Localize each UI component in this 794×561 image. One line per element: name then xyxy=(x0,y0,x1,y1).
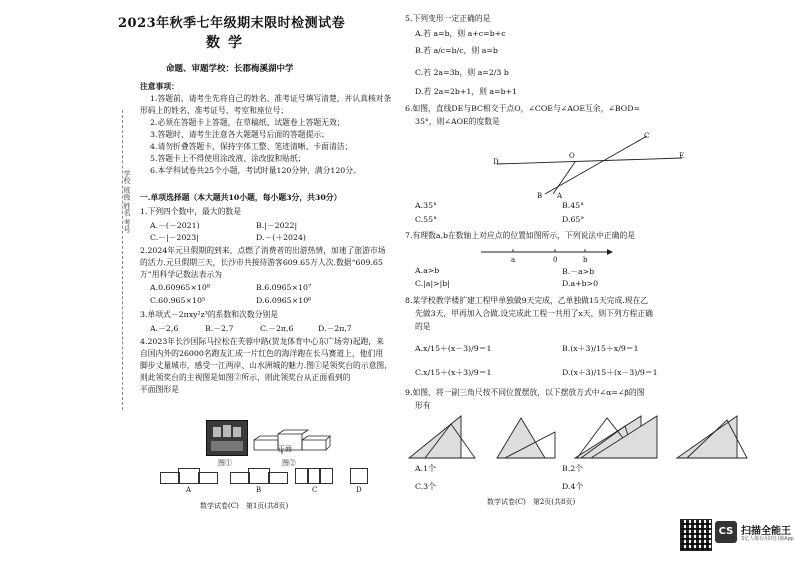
q4-option-b: B xyxy=(256,486,262,494)
proposer-line: 命题、审题学校：长郡梅溪湖中学 xyxy=(166,64,294,74)
camscanner-logo-icon: CS xyxy=(715,521,737,543)
label-B: B xyxy=(537,192,543,200)
question-4-line: 4.2023年长沙国际马拉松在芙蓉中路(贺龙体育中心东广场旁)起跑，来 xyxy=(140,337,384,346)
note-line: 形码上的姓名、准考证号、考室和座位号； xyxy=(140,106,289,115)
q5-option-a: A.若 a=b，则 a+c=b+c xyxy=(415,29,506,38)
q4-option-a: A xyxy=(186,486,192,494)
exam-title: 2023年秋季七年级期末限时检测试卷 xyxy=(118,16,346,31)
label-O: O xyxy=(569,152,575,160)
question-8-line: 先做3天，甲再加入合做.设完成此工程一共用了x天，则下列方程正确 xyxy=(415,309,653,318)
q3-option-b: B.－2,7 xyxy=(205,324,234,333)
question-3: 3.单项式－2πxy²z³的系数和次数分别是 xyxy=(140,310,279,319)
q3-option-c: C.－2π,6 xyxy=(260,324,294,333)
q5-option-b: B.若 a/c=b/c，则 a=b xyxy=(415,46,498,55)
q9-option-b: B.2个 xyxy=(562,464,583,473)
question-6-line: 35°，则∠AOE的度数是 xyxy=(415,117,500,126)
axis-a: a xyxy=(511,256,516,264)
q5-option-c: C.若 2a=3b，则 a=2/3 b xyxy=(415,68,509,77)
question-8-line: 8.某学校教学楼扩建工程甲单独做9天完成，乙单独做15天完成.现在乙 xyxy=(405,296,649,305)
option-d-figure xyxy=(350,468,370,482)
axis-b: b xyxy=(583,256,588,264)
note-line: 2.必须在答题卡上答题，在草稿纸、试题卷上答题无效； xyxy=(150,118,345,127)
q9-option-c: C.3个 xyxy=(415,482,436,491)
page-2-footer: 数学试卷(C) 第2页(共8页) xyxy=(487,498,576,506)
front-view-label: 正面 xyxy=(278,445,292,453)
question-4-line: 自国内外的26000名跑友汇成一片红色的海洋跑在长马赛道上，他们用 xyxy=(140,349,384,358)
section-1-heading: 一.单项选择题（本大题共10小题，每小题3分，共30分） xyxy=(140,193,342,202)
number-line xyxy=(477,244,617,260)
q7-option-b: B.－a>b xyxy=(562,267,595,276)
page-1-footer: 数学试卷(C) 第1页(共8页) xyxy=(200,502,289,510)
triangle-rulers-figures-2 xyxy=(567,410,794,460)
q2-option-a: A.0.60965×10⁸ xyxy=(150,283,210,292)
label-C: C xyxy=(644,132,650,140)
q1-option-d: D.－(＋2024) xyxy=(256,233,306,242)
q8-option-a: A.x/15＋(x－3)/9＝1 xyxy=(415,344,492,353)
label-A: A xyxy=(557,192,563,200)
question-9-line: 9.如图，将一副三角尺按不同位置摆放，以下摆放方式中∠α=∠β的图 xyxy=(405,388,645,397)
q2-option-d: D.6.0965×10⁶ xyxy=(256,296,312,305)
q6-option-d: D.65° xyxy=(562,215,585,224)
subject-title: 数学 xyxy=(206,35,250,51)
question-9-line: 形有 xyxy=(415,401,431,410)
note-line: 4.请勿折叠答题卡，保持字体工整、笔迹清晰、卡面清洁； xyxy=(150,142,353,151)
question-2-line: 万”用科学记数法表示为 xyxy=(140,270,222,279)
question-4-line: 平面图形是 xyxy=(140,385,179,394)
q4-option-d: D xyxy=(356,486,362,494)
q8-option-d: D.(x＋3)/15＋(x－3)/9＝1 xyxy=(562,368,658,377)
notes-heading: 注意事项： xyxy=(140,82,179,91)
q6-option-c: C.55° xyxy=(415,215,437,224)
note-line: 6.本学科试卷共25个小题，考试时量120分钟，满分120分。 xyxy=(150,166,361,175)
figure-1-caption: 图① xyxy=(218,459,232,467)
podium-diagram xyxy=(252,426,332,460)
q9-option-a: A.1个 xyxy=(415,464,436,473)
axis-zero: 0 xyxy=(553,256,558,264)
q8-option-b: B.(x＋3)/15＋x/9＝1 xyxy=(562,344,639,353)
q1-option-b: B.|－2022| xyxy=(256,221,298,230)
podium-photo xyxy=(206,420,248,456)
side-labels: 学校 班级 姓名 考号 xyxy=(123,170,131,233)
question-1: 1.下列四个数中，最大的数是 xyxy=(140,207,242,216)
question-8-line: 的是 xyxy=(415,322,431,331)
qr-code-icon xyxy=(680,519,712,551)
question-5: 5.下列变形一定正确的是 xyxy=(405,14,491,23)
q8-option-c: C.x/15＋(x＋3)/9＝1 xyxy=(415,368,492,377)
q7-option-a: A.a>b xyxy=(415,266,440,275)
q3-option-a: A.－2,6 xyxy=(150,324,179,333)
question-6-line: 6.如图，直线DE与BC相交于点O，∠COE与∠AOE互余，∠BOD= xyxy=(405,104,640,113)
question-2-line: 2.2024年元旦假期的到来，点燃了消费者的出游热情，加速了旅游市场 xyxy=(140,246,386,255)
q3-option-d: D.－2π,7 xyxy=(318,324,352,333)
q7-option-d: D.a+b>0 xyxy=(562,279,599,288)
q6-option-b: B.45° xyxy=(562,201,585,210)
question-4-line: 脚步丈量城市，感受一江两岸、山水洲城的魅力.图①是领奖台的示意图， xyxy=(140,361,392,370)
scanner-tagline: 3亿人都在用的扫描App xyxy=(741,536,794,542)
option-a-figure xyxy=(160,468,218,482)
question-7: 7.有理数a,b在数轴上对应点的位置如图所示，下列说法中正确的是 xyxy=(405,231,636,240)
figure-2-caption: 图② xyxy=(282,459,296,467)
q6-angle-diagram xyxy=(487,132,687,198)
q4-option-c: C xyxy=(312,486,318,494)
q6-option-a: A.35° xyxy=(415,201,437,210)
note-line: 5.答题卡上不得使用涂改液、涂改胶和贴纸； xyxy=(150,154,306,163)
q1-option-c: C.－|－2023| xyxy=(150,233,199,242)
q2-option-b: B.6.0965×10⁷ xyxy=(256,283,312,292)
scanner-app-name: 扫描全能王 xyxy=(741,526,791,537)
label-E: E xyxy=(679,152,685,160)
option-b-figure xyxy=(230,468,288,482)
note-line: 3.答题时，请考生注意各大题题号后面的答题提示； xyxy=(150,130,329,139)
note-line: 1.答题前，请考生先将自己的姓名、准考证号填写清楚，并认真核对条 xyxy=(150,94,392,103)
question-4-line: 则此领奖台的主视图是如图②所示，则此领奖台从正面看到的 xyxy=(140,373,351,382)
binding-line xyxy=(122,110,124,410)
q2-option-c: C.60.965×10⁵ xyxy=(150,296,206,305)
option-c-figure xyxy=(295,468,335,482)
q9-option-d: D.4个 xyxy=(562,482,584,491)
page-2 xyxy=(397,0,794,561)
question-2-line: 的活力.元旦假期三天，长沙市共接待游客609.65万人次.数据“609.65 xyxy=(140,258,383,267)
q5-option-d: D.若 2a=2b+1，则 a=b+1 xyxy=(415,87,518,96)
label-D: D xyxy=(493,158,499,166)
q1-option-a: A.－(－2021) xyxy=(150,221,200,230)
q7-option-c: C.|a|>|b| xyxy=(415,279,450,288)
